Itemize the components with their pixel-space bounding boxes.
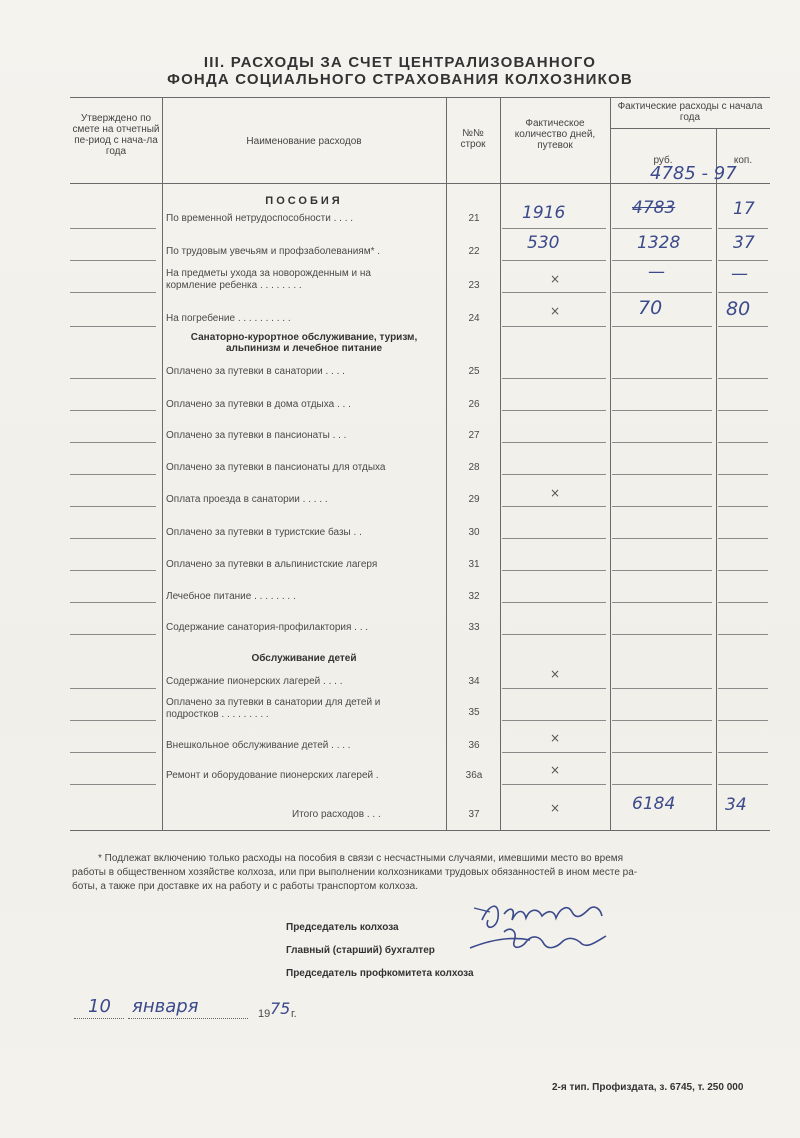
row-rule <box>70 634 156 635</box>
row-28-number: 28 <box>468 462 480 473</box>
row-21-rub: 4783 <box>632 198 676 218</box>
row-rule <box>612 506 712 507</box>
printer-imprint: 2-я тип. Профиздата, з. 6745, т. 250 000 <box>552 1082 744 1093</box>
form-title-line1: III. РАСХОДЫ ЗА СЧЕТ ЦЕНТРАЛИЗОВАННОГО <box>203 54 597 71</box>
row-rule <box>502 720 606 721</box>
row-rule <box>502 260 606 261</box>
row-rule <box>70 442 156 443</box>
header-approved: Утверждено по смете на отчетный пе-риод с нача-ла года <box>72 113 160 157</box>
row-21-label: По временной нетрудоспособности . . . . <box>166 213 354 224</box>
row-35-label-line1: Оплачено за путевки в санатории для детей и <box>166 697 381 708</box>
row-30-number: 30 <box>468 527 480 538</box>
row-22-label: По трудовым увечьям и профзаболеваниям* . <box>166 246 381 257</box>
row-34-number: 34 <box>468 676 480 687</box>
row-rule <box>718 442 768 443</box>
row-rule <box>70 570 156 571</box>
row-rule <box>718 326 768 327</box>
row-rule <box>718 260 768 261</box>
row-23-cross: × <box>549 272 561 286</box>
section-benefits: ПОСОБИЯ <box>265 195 343 207</box>
row-rule <box>502 538 606 539</box>
row-rule <box>502 506 606 507</box>
row-23-label-line2: кормление ребенка . . . . . . . . <box>166 280 302 291</box>
row-rule <box>70 602 156 603</box>
row-35-number: 35 <box>468 707 480 718</box>
header-row-no: №№ строк <box>460 128 486 150</box>
row-rule <box>70 784 156 785</box>
row-31-number: 31 <box>468 559 480 570</box>
row-rule <box>502 410 606 411</box>
row-37-kop: 34 <box>725 795 747 815</box>
row-23-number: 23 <box>468 280 480 291</box>
row-22-rub: 1328 <box>637 233 681 253</box>
row-rule <box>502 474 606 475</box>
row-rule <box>718 570 768 571</box>
row-24-number: 24 <box>468 313 480 324</box>
date-day-line <box>74 1018 124 1019</box>
row-23-rub: — <box>648 262 665 282</box>
row-21-number: 21 <box>468 213 480 224</box>
row-33-number: 33 <box>468 622 480 633</box>
row-rule <box>718 784 768 785</box>
row-rule <box>612 752 712 753</box>
row-rule <box>502 752 606 753</box>
header-actual-expenses: Фактические расходы с начала года <box>617 101 763 123</box>
row-rule <box>718 228 768 229</box>
row-22-qty: 530 <box>527 233 560 253</box>
row-36a-cross: × <box>549 763 561 777</box>
row-rule <box>718 292 768 293</box>
row-32-number: 32 <box>468 591 480 602</box>
date-month: января <box>132 996 199 1017</box>
row-rule <box>612 442 712 443</box>
col-divider-1 <box>162 97 163 830</box>
section-sanatorium: Санаторно-курортное обслуживание, туризм, альпинизм и лечебное питание <box>190 332 418 354</box>
row-rule <box>502 784 606 785</box>
row-23-kop: — <box>731 264 748 284</box>
row-23-label-line1: На предметы ухода за новорожденным и на <box>166 268 371 279</box>
row-rule <box>70 228 156 229</box>
row-rule <box>502 228 606 229</box>
row-rule <box>70 538 156 539</box>
row-rule <box>612 538 712 539</box>
form-title-line2: ФОНДА СОЦИАЛЬНОГО СТРАХОВАНИЯ КОЛХОЗНИКОВ <box>167 71 633 88</box>
row-rule <box>718 378 768 379</box>
row-rule <box>70 752 156 753</box>
row-rule <box>612 228 712 229</box>
row-36-number: 36 <box>468 740 480 751</box>
row-29-label: Оплата проезда в санатории . . . . . <box>166 494 328 505</box>
table-top-border <box>70 97 770 98</box>
handwritten-total-top: 4785 - 97 <box>650 163 737 184</box>
header-actual-qty: Фактическое количество дней, путевок <box>514 118 596 151</box>
row-26-number: 26 <box>468 399 480 410</box>
row-28-label: Оплачено за путевки в пансионаты для отдыха <box>166 462 386 473</box>
row-rule <box>502 570 606 571</box>
header-subdivider <box>610 128 770 129</box>
row-24-kop: 80 <box>726 298 751 320</box>
row-29-cross: × <box>549 486 561 500</box>
row-36a-label: Ремонт и оборудование пионерских лагерей . <box>166 770 379 781</box>
row-27-number: 27 <box>468 430 480 441</box>
row-rule <box>612 720 712 721</box>
row-rule <box>612 688 712 689</box>
row-rule <box>502 688 606 689</box>
row-32-label: Лечебное питание . . . . . . . . <box>166 591 296 602</box>
row-22-kop: 37 <box>733 233 755 253</box>
row-37-cross: × <box>549 801 561 815</box>
footnote-line3: боты, а также при доставке их на работу и с работы транспортом колхоза. <box>72 881 418 892</box>
row-rule <box>718 474 768 475</box>
row-rule <box>502 634 606 635</box>
row-33-label: Содержание санатория-профилактория . . . <box>166 622 369 633</box>
row-rule <box>502 602 606 603</box>
row-37-label: Итого расходов . . . <box>292 809 381 820</box>
date-year-suffix: г. <box>291 1008 297 1020</box>
row-rule <box>718 752 768 753</box>
footnote-line1: * Подлежат включению только расходы на пособия в связи с несчастными случаями, имевшими место во время <box>98 853 624 864</box>
col-divider-4 <box>610 97 611 830</box>
row-22-number: 22 <box>468 246 480 257</box>
row-37-rub: 6184 <box>632 794 676 814</box>
row-30-label: Оплачено за путевки в туристские базы . . <box>166 527 362 538</box>
row-36a-number: 36а <box>465 770 483 781</box>
header-rub: руб. <box>653 155 673 166</box>
row-26-label: Оплачено за путевки в дома отдыха . . . <box>166 399 351 410</box>
row-rule <box>502 292 606 293</box>
row-rule <box>502 378 606 379</box>
row-35-label-line2: подростков . . . . . . . . . <box>166 709 269 720</box>
row-rule <box>70 474 156 475</box>
row-rule <box>718 720 768 721</box>
date-year-prefix: 19 <box>258 1008 271 1020</box>
row-rule <box>70 506 156 507</box>
row-rule <box>70 326 156 327</box>
row-rule <box>70 378 156 379</box>
row-rule <box>612 570 712 571</box>
date-year-hand: 75 <box>270 999 291 1018</box>
row-rule <box>612 474 712 475</box>
row-31-label: Оплачено за путевки в альпинистские лагеря <box>166 559 378 570</box>
row-rule <box>502 442 606 443</box>
row-rule <box>718 538 768 539</box>
row-rule <box>612 602 712 603</box>
row-24-label: На погребение . . . . . . . . . . <box>166 313 291 324</box>
row-rule <box>718 688 768 689</box>
row-21-kop: 17 <box>733 199 755 219</box>
date-month-line <box>128 1018 248 1019</box>
signature-accountant-label: Главный (старший) бухгалтер <box>286 945 435 956</box>
footnote-line2: работы в общественном хозяйстве колхоза, или при выполнении колхозниками трудовых обязанностей в ином месте ра- <box>72 867 638 878</box>
row-rule <box>612 378 712 379</box>
row-rule <box>612 260 712 261</box>
row-rule <box>70 410 156 411</box>
header-kop: коп. <box>733 155 753 166</box>
row-29-number: 29 <box>468 494 480 505</box>
row-rule <box>718 506 768 507</box>
row-24-cross: × <box>549 304 561 318</box>
row-34-cross: × <box>549 667 561 681</box>
row-rule <box>718 602 768 603</box>
row-25-label: Оплачено за путевки в санатории . . . . <box>166 366 345 377</box>
row-rule <box>70 688 156 689</box>
row-21-qty: 1916 <box>522 203 566 223</box>
row-34-label: Содержание пионерских лагерей . . . . <box>166 676 343 687</box>
table-bottom-border <box>70 830 770 831</box>
row-rule <box>718 410 768 411</box>
header-name: Наименование расходов <box>246 136 362 147</box>
section-children: Обслуживание детей <box>251 653 357 664</box>
row-rule <box>70 292 156 293</box>
signature-union-label: Председатель профкомитета колхоза <box>286 968 474 979</box>
row-rule <box>612 326 712 327</box>
row-rule <box>70 260 156 261</box>
row-rule <box>612 410 712 411</box>
row-rule <box>502 326 606 327</box>
row-36-cross: × <box>549 731 561 745</box>
handwritten-signatures <box>460 890 630 970</box>
row-37-number: 37 <box>468 809 480 820</box>
row-rule <box>612 634 712 635</box>
row-rule <box>70 720 156 721</box>
date-day: 10 <box>88 996 111 1017</box>
row-24-rub: 70 <box>638 297 663 319</box>
row-rule <box>612 292 712 293</box>
col-divider-5 <box>716 128 717 830</box>
signature-chairman-label: Председатель колхоза <box>286 922 399 933</box>
row-25-number: 25 <box>468 366 480 377</box>
row-27-label: Оплачено за путевки в пансионаты . . . <box>166 430 347 441</box>
row-rule <box>718 634 768 635</box>
row-rule <box>612 784 712 785</box>
row-36-label: Внешкольное обслуживание детей . . . . <box>166 740 351 751</box>
